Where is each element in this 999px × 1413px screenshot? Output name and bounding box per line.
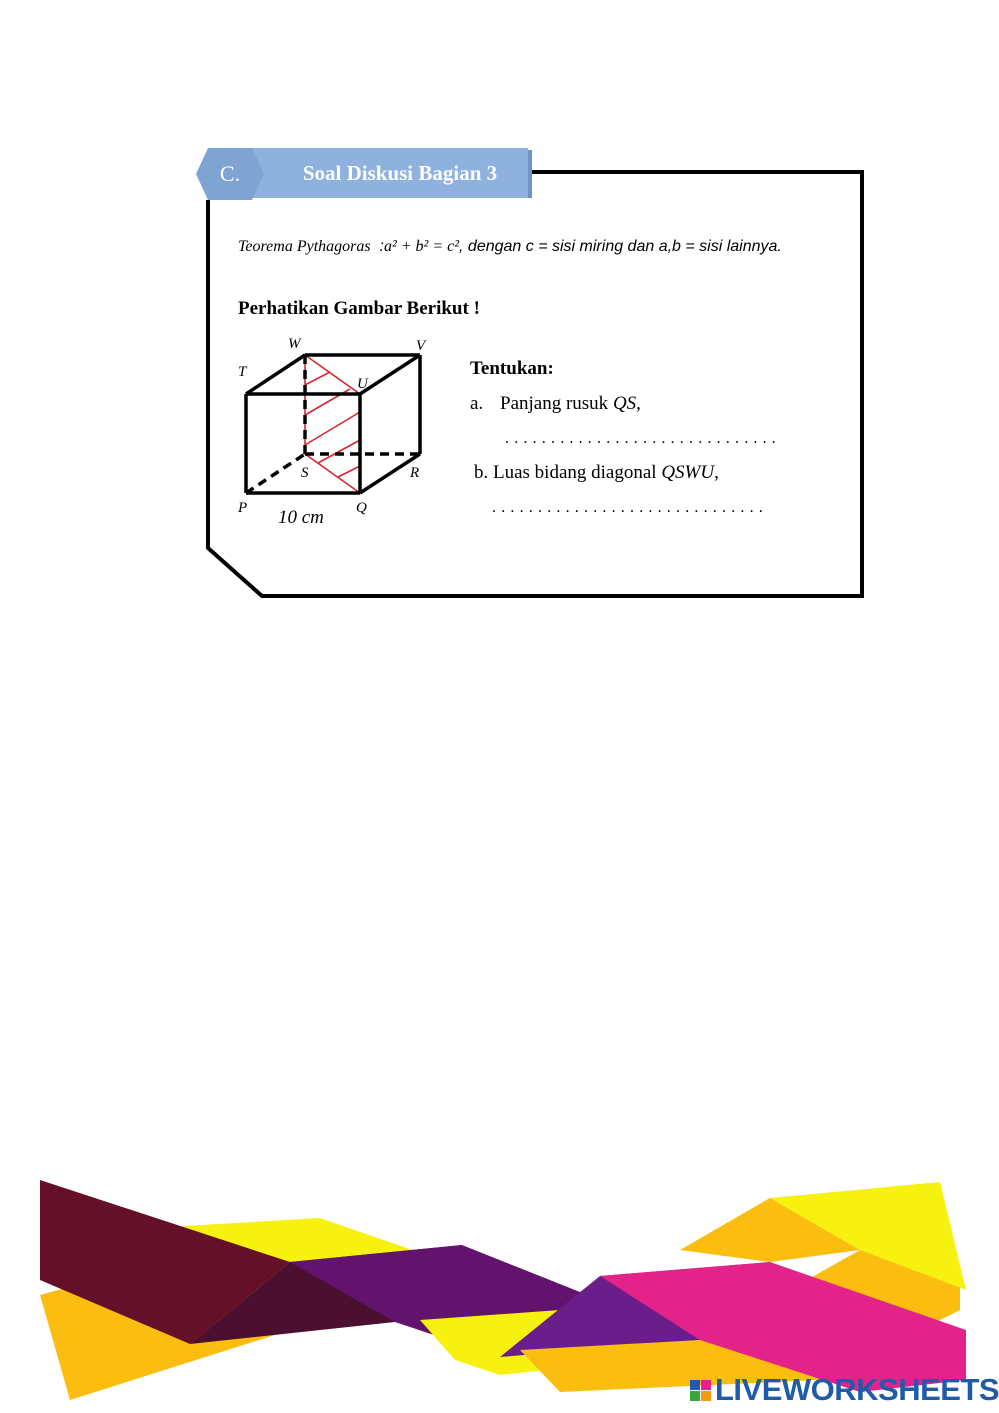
task-a <box>470 393 641 415</box>
instruction: Perhatikan Gambar Berikut ! <box>238 298 480 319</box>
theorem-rest: , dengan c = sisi miring dan a,b = sisi lainnya. <box>459 238 782 255</box>
task-b-text: b. Luas bidang diagonal <box>474 462 662 483</box>
vertex-label-u: U <box>357 376 368 392</box>
theorem-lead: Teorema Pythagoras <box>238 238 371 255</box>
task-a-text: Panjang rusuk <box>500 393 613 414</box>
vertex-label-q: Q <box>356 500 367 516</box>
task-a-label: a. <box>470 393 484 414</box>
cube-figure <box>246 355 420 493</box>
vertex-label-v: V <box>416 338 426 354</box>
vertex-label-t: T <box>238 364 247 380</box>
edge-length-label: 10 cm <box>278 507 324 528</box>
task-a-segment: QS <box>612 393 637 414</box>
answer-line-a[interactable]: .............................. <box>505 430 781 447</box>
task-b <box>474 462 719 484</box>
vertex-label-r: R <box>410 465 420 481</box>
section-letter: C. <box>219 161 241 186</box>
vertex-label-s: S <box>301 465 309 481</box>
vertex-label-p: P <box>238 500 248 516</box>
answer-line-b[interactable]: .............................. <box>492 499 768 516</box>
theorem-formula: a² + b² = c² <box>383 238 460 255</box>
logo-text: LIVEWORKSHEETS <box>715 1372 999 1407</box>
section-title: Soal Diskusi Bagian 3 <box>302 160 498 185</box>
decorative-banner <box>40 1180 966 1400</box>
task-b-plane: QSWU <box>661 462 715 483</box>
task-a-comma: , <box>636 393 641 414</box>
liveworksheets-logo <box>690 1372 999 1408</box>
pythagoras-statement: Teorema Pythagoras :a² + b² = c², dengan c = sisi miring dan a,b = sisi lainnya. <box>238 238 782 255</box>
logo-mark-icon <box>690 1380 711 1401</box>
diagonal-plane-qswu <box>305 355 360 493</box>
vertex-label-w: W <box>288 336 301 352</box>
task-b-comma: , <box>714 462 719 483</box>
tasks-heading: Tentukan: <box>470 358 554 379</box>
